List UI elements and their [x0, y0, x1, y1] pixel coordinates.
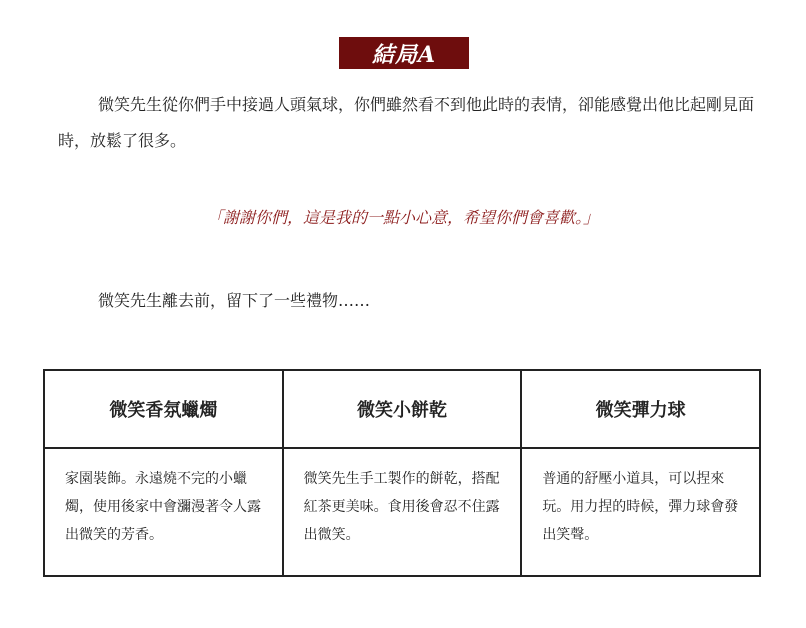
gift-descriptions-row — [44, 448, 760, 576]
mr-smile-quote: 「謝謝你們，這是我的一點小心意，希望你們會喜歡。」 — [206, 208, 599, 227]
ending-title — [339, 37, 469, 69]
gift-description-cookie: 微笑先生手工製作的餅乾，搭配紅茶更美味。食用後會忍不住露出微笑。 — [283, 448, 522, 576]
gift-name-ball: 微笑彈力球 — [521, 370, 760, 448]
gift-names-row — [44, 370, 760, 448]
gift-name-cookie: 微笑小餅乾 — [283, 370, 522, 448]
gift-name-candle: 微笑香氛蠟燭 — [44, 370, 283, 448]
gift-items-table — [43, 369, 761, 577]
ending-title-text: 結局A — [371, 41, 437, 68]
gift-description-ball: 普通的舒壓小道具，可以捏來玩。用力捏的時候，彈力球會發出笑聲。 — [521, 448, 760, 576]
story-paragraph-1: 微笑先生從你們手中接過人頭氣球，你們雖然看不到他此時的表情，卻能感覺出他比起剛見面時，放鬆了很多。 — [58, 95, 755, 150]
story-paragraph-2: 微笑先生離去前，留下了一些禮物…… — [98, 291, 371, 310]
gift-description-candle: 家園裝飾。永遠燒不完的小蠟燭，使用後家中會瀰漫著令人露出微笑的芳香。 — [44, 448, 283, 576]
